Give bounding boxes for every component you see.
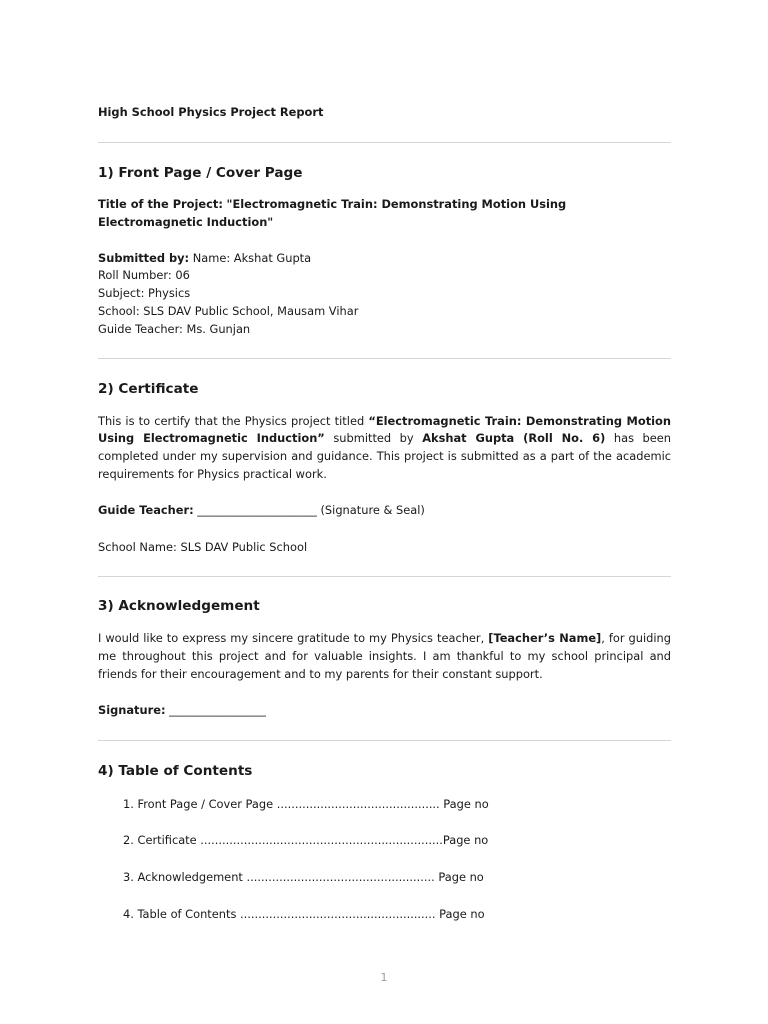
toc-item: 4. Table of Contents ...................................................... Page no [123, 906, 485, 921]
school: School: SLS DAV Public School, Mausam Vihar [98, 303, 359, 318]
certificate-paragraph [98, 413, 671, 484]
guide-signature-blank: _____________________ (Signature & Seal) [193, 502, 425, 517]
project-title-value: "Electromagnetic Train: Demonstrating Motion Using Electromagnetic Induction" [98, 197, 567, 229]
acknowledgement-text: , for guiding me throughout this project and for valuable insights. I am thankful to my school principal and friends for their encouragement and to my parents for their constant support. [98, 631, 672, 681]
project-title-label: Title of the Project: [98, 197, 223, 211]
page-number: 1 [380, 971, 388, 984]
certificate-text: submitted by [324, 431, 423, 446]
teacher-name-placeholder: [Teacher’s Name] [488, 631, 602, 646]
signature-blank: _________________ [165, 702, 266, 717]
certificate-student: Akshat Gupta (Roll No. 6) [422, 431, 606, 446]
signature-label: Signature: [98, 702, 166, 717]
submitted-by-label: Submitted by: [98, 250, 190, 265]
project-title-line [98, 196, 671, 232]
certificate-school-name: School Name: SLS DAV Public School [98, 539, 308, 554]
guide-signature-line [98, 502, 671, 520]
guide-teacher: Guide Teacher: Ms. Gunjan [98, 321, 251, 336]
subject: Subject: Physics [98, 286, 191, 301]
certificate-text: has been completed under my supervision and guidance. This project is submitted as a part of the academic requirements for Physics practical work. [98, 431, 672, 481]
front-page-heading: 1) Front Page / Cover Page [98, 165, 303, 181]
toc-list [98, 796, 671, 924]
toc-item: 3. Acknowledgement .................................................... Page no [123, 869, 484, 884]
acknowledgement-heading: 3) Acknowledgement [98, 598, 260, 615]
toc-item: 1. Front Page / Cover Page ............................................. Page no [123, 796, 489, 811]
toc-heading: 4) Table of Contents [98, 762, 253, 779]
certificate-project-title: “Electromagnetic Train: Demonstrating Motion Using Electromagnetic Induction” [98, 413, 671, 446]
student-name: Name: Akshat Gupta [192, 250, 312, 265]
roll-number: Roll Number: 06 [98, 268, 190, 283]
acknowledgement-paragraph [98, 630, 671, 683]
certificate-text: This is to certify that the Physics project titled [98, 413, 369, 428]
signature-line [98, 702, 671, 720]
document-header: High School Physics Project Report [98, 105, 324, 119]
certificate-heading: 2) Certificate [98, 380, 199, 397]
guide-label: Guide Teacher: [98, 502, 194, 517]
submitted-by-line [98, 250, 671, 268]
acknowledgement-text: I would like to express my sincere gratitude to my Physics teacher, [98, 631, 489, 646]
document-page [98, 104, 671, 924]
toc-item: 2. Certificate ...................................................................Page no [123, 832, 489, 847]
